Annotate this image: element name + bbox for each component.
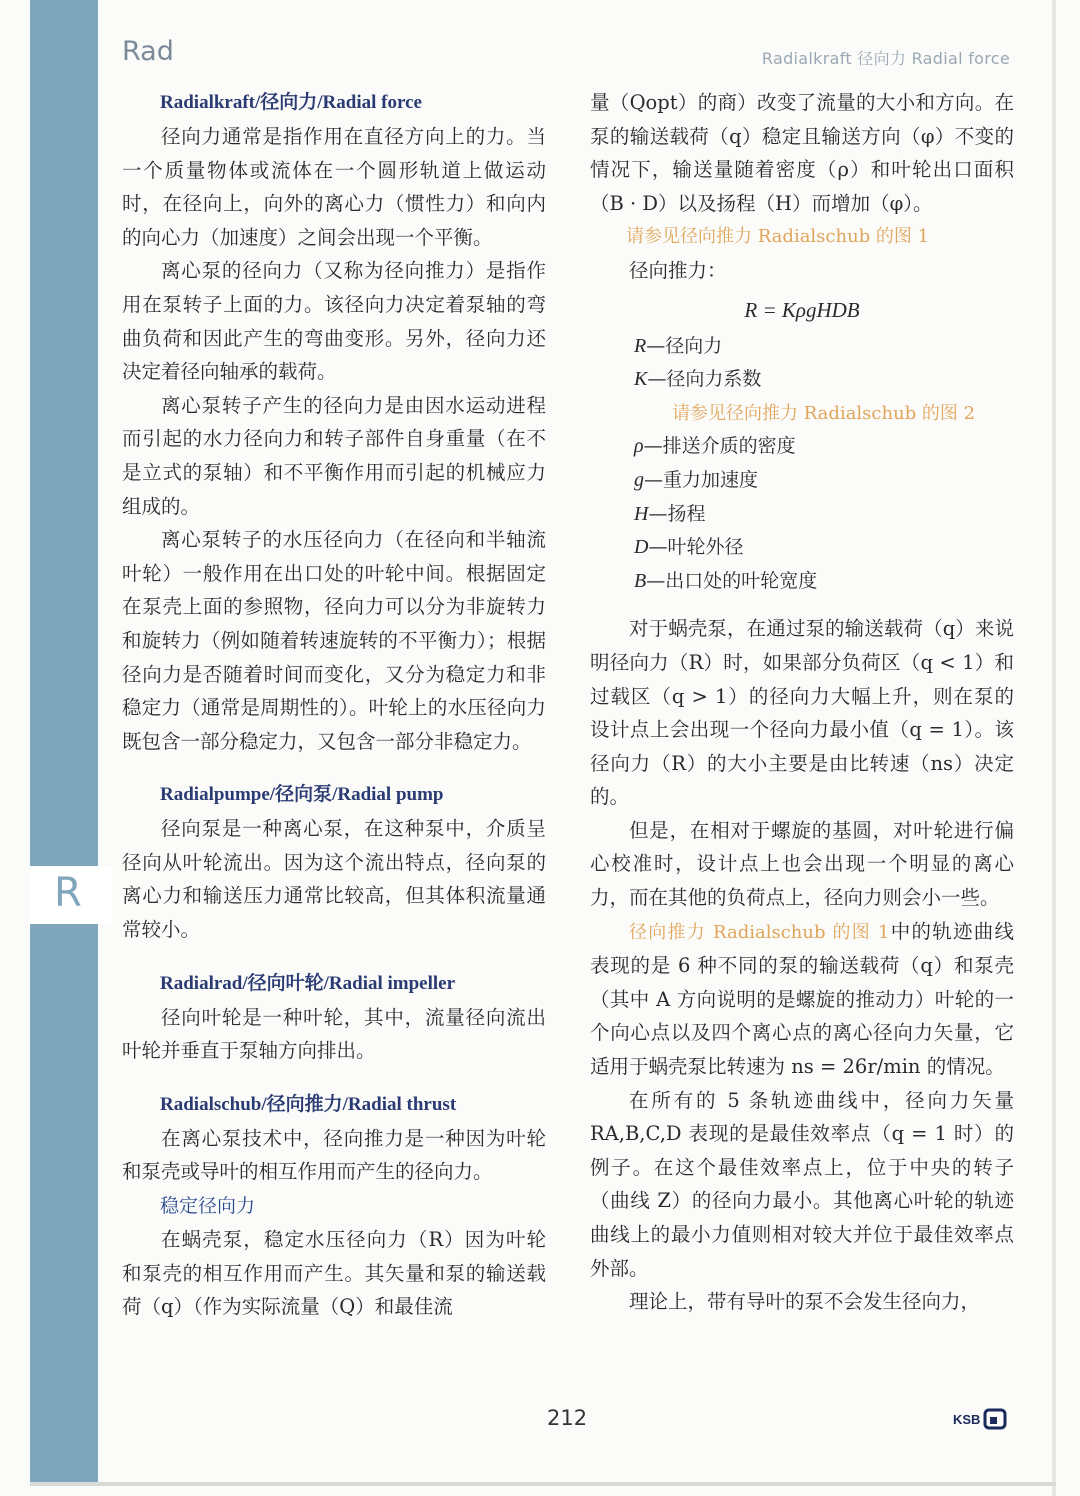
page-number: 212 <box>547 1406 588 1430</box>
definition-item <box>634 531 1014 565</box>
entry-title-radialrad: Radialrad/径向叶轮/Radial impeller <box>160 972 456 994</box>
ksb-logo <box>953 1408 1007 1430</box>
paragraph-continued: 量（Qopt）的商）改变了流量的大小和方向。在泵的输送载荷（q）稳定且输送方向（φ）不变的情况下，输送量随着密度（ρ）和叶轮出口面积（B · D）以及扬程（H）而增加（φ）。 <box>590 91 1014 215</box>
logo-text: KSB <box>953 1411 981 1427</box>
definition-symbol: K <box>634 368 648 391</box>
paragraph: 在离心泵技术中，径向推力是一种因为叶轮和泵壳或导叶的相互作用而产生的径向力。 <box>122 1126 546 1184</box>
paragraph: 但是，在相对于螺旋的基圆，对叶轮进行偏心校准时，设计点上也会出现一个明显的离心力，而在其他的负荷点上，径向力则会小一些。 <box>590 818 1014 910</box>
entry-title-radialpumpe: Radialpumpe/径向泵/Radial pump <box>160 784 444 806</box>
definition-symbol: R <box>634 334 647 357</box>
side-color-band <box>30 0 98 1482</box>
definition-symbol: ρ <box>634 435 644 458</box>
definition-symbol: H <box>634 502 649 525</box>
paragraph: 离心泵转子产生的径向力是由因水运动进程而引起的水力径向力和转子部件自身重量（在不是立式的泵轴）和不平衡作用而引起的机械应力组成的。 <box>122 393 546 518</box>
definition-symbol: B <box>634 569 647 592</box>
definition-text: —扬程 <box>648 502 706 525</box>
definition-item <box>634 498 1014 532</box>
paragraph: 径向泵是一种离心泵，在这种泵中，介质呈径向从叶轮流出。因为这个流出特点，径向泵的离心力和输送压力通常比较高，但其体积流量通常较小。 <box>122 817 546 942</box>
formula-label: 径向推力： <box>629 258 727 282</box>
left-column <box>122 86 546 1324</box>
cross-reference-link[interactable]: 请参见径向推力 Radialschub 的图 1 <box>626 226 930 248</box>
definition-symbol: D <box>634 536 649 559</box>
paragraph: 理论上，带有导叶的泵不会发生径向力， <box>629 1290 981 1314</box>
definition-text: —出口处的叶轮宽度 <box>646 569 818 592</box>
definition-text: —径向力 <box>646 334 723 357</box>
paragraph: 径向叶轮是一种叶轮，其中，流量径向流出叶轮并垂直于泵轴方向排出。 <box>122 1005 546 1063</box>
definition-text: —重力加速度 <box>644 468 759 491</box>
paragraph: 对于蜗壳泵，在通过泵的输送载荷（q）来说明径向力（R）时，如果部分负荷区（q < 1）和过载区（q > 1）的径向力大幅上升，则在泵的设计点上会出现一个径向力最小值（q = 1）。该径向力（R）的大小主要是由比转速（ns）决定的。 <box>590 617 1014 809</box>
page-edge-right <box>1052 0 1056 1496</box>
definition-item <box>634 565 1014 599</box>
definition-item <box>634 464 1014 498</box>
section-header: Rad <box>122 36 174 67</box>
definition-item <box>634 430 1014 464</box>
paragraph-with-reference <box>590 915 1014 1084</box>
subheading-stable-radial-force: 稳定径向力 <box>160 1195 256 1218</box>
ksb-logo-icon <box>983 1408 1007 1430</box>
running-title: Radialkraft 径向力 Radial force <box>761 49 1010 68</box>
definition-text: —排送介质的密度 <box>643 435 796 458</box>
formula: R = KρgHDB <box>744 297 860 322</box>
definition-text: —径向力系数 <box>647 368 762 391</box>
paragraph: 离心泵转子的水压径向力（在径向和半轴流叶轮）一般作用在出口处的叶轮中间。根据固定在泵壳上面的参照物，径向力可以分为非旋转力和旋转力（例如随着转速旋转的不平衡力）；根据径向力是否随着时间而变化，又分为稳定力和非稳定力（通常是周期性的）。叶轮上的水压径向力既包含一部分稳定力，又包含一部分非稳定力。 <box>122 528 546 753</box>
definition-item <box>634 363 1014 397</box>
definition-text: —叶轮外径 <box>648 536 744 559</box>
paragraph-text: 中的轨迹曲线表现的是 6 种不同的泵的输送载荷（q）和泵壳（其中 A 方向说明的是螺旋的推动力）叶轮的一个向心点以及四个离心点的离心径向力矢量，它适用于蜗壳泵比转速为 ns = 26r/min 的情况。 <box>590 919 1014 1079</box>
entry-title-radialschub: Radialschub/径向推力/Radial thrust <box>160 1093 457 1115</box>
paragraph: 在所有的 5 条轨迹曲线中，径向力矢量 RA,B,C,D 表现的是最佳效率点（q = 1 时）的例子。在这个最佳效率点上，位于中央的转子（曲线 Z）的径向力最小。其他离心叶轮的轨迹曲线上的最小力值则相对较大并位于最佳效率点外部。 <box>590 1088 1014 1280</box>
cross-reference-link[interactable]: 请参见径向推力 Radialschub 的图 2 <box>672 402 976 424</box>
spacer <box>590 598 1014 612</box>
paragraph: 径向力通常是指作用在直径方向上的力。当一个质量物体或流体在一个圆形轨道上做运动时，在径向上，向外的离心力（惯性力）和向内的向心力（加速度）之间会出现一个平衡。 <box>122 125 546 249</box>
definition-symbol: g <box>634 468 644 491</box>
entry-title-radialkraft: Radialkraft/径向力/Radial force <box>160 92 422 113</box>
paragraph: 在蜗壳泵，稳定水压径向力（R）因为叶轮和泵壳的相互作用而产生。其矢量和泵的输送载荷（q）（作为实际流量（Q）和最佳流 <box>122 1228 546 1319</box>
paragraph: 离心泵的径向力（又称为径向推力）是指作用在泵转子上面的力。该径向力决定着泵轴的弯曲负荷和因此产生的弯曲变形。另外，径向力还决定着径向轴承的载荷。 <box>122 259 546 384</box>
right-column <box>590 86 1014 1319</box>
side-tab-letter: R <box>54 870 82 916</box>
page-edge-bottom <box>30 1482 1056 1486</box>
definition-item <box>634 330 1014 364</box>
cross-reference-link[interactable]: 径向推力 Radialschub 的图 1 <box>629 921 890 943</box>
